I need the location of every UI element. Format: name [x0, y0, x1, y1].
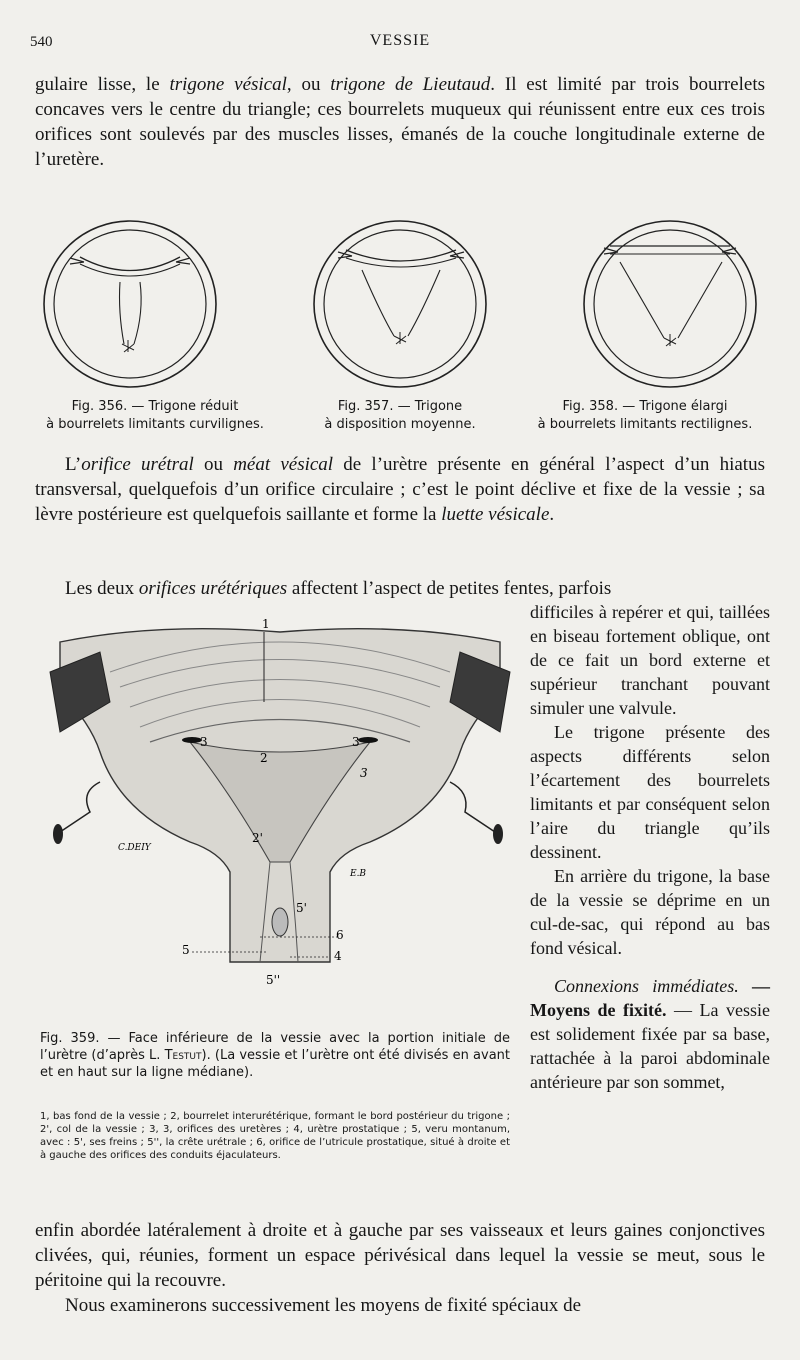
engraver-signature: E.B [350, 869, 367, 879]
figure-label: Fig. 356. [71, 399, 128, 414]
italic-term: trigone de Lieutaud [330, 74, 491, 95]
paragraph-text: enfin abordée latéralement à droite et à gauche par ses vaisseaux et leurs gaines conjonctives clivées, qui, réunies, forment un espace périvésical dans lequel la vessie se meut, sous le péritoine qui la recouvre. [35, 1220, 765, 1291]
paragraph-text [35, 72, 765, 172]
right-column-text [530, 600, 770, 1094]
italic-term: orifices urétériques [138, 578, 288, 599]
legend-fig-359: 1, bas fond de la vessie ; 2, bourrelet interurétérique, formant le bord postérieur du trigone ; 2', col de la vessie ; 3, 3, orifices des uretères ; 4, urètre prostatique ; 5, veru montanum, avec : 5', ses freins ; 5'', la crête urétrale ; 6, orifice de l’utricule prostatique, situé à droite et à gauche des orifices des conduits éjaculateurs. [40, 1111, 510, 1161]
text-run: ou [193, 454, 234, 475]
label-5: 5 [182, 943, 190, 957]
figure-label: Fig. 358. [562, 399, 619, 414]
italic-term: orifice urétral [81, 454, 194, 475]
caption-fig-356 [30, 398, 280, 434]
paragraph-connexions [35, 1218, 765, 1318]
label-6: 6 [336, 928, 344, 942]
paragraph-orifices-ureteriques [35, 576, 765, 601]
text-run: — La vessie est solidement fixée par sa base, rattachée à la paroi abdominale antérieure par son sommet, [530, 1000, 770, 1092]
text-run: Les deux [65, 578, 139, 599]
paragraph-text: Nous examinerons successivement les moyens de fixité spéciaux de [65, 1295, 582, 1316]
figure-title: — Trigone élargi [622, 399, 728, 414]
figure-label: Fig. 359. [40, 1031, 100, 1046]
text-run: , ou [286, 74, 331, 95]
italic-term: méat vésical [233, 454, 334, 475]
label-1: 1 [262, 617, 270, 631]
label-3-bottom: 3 [360, 766, 368, 780]
text-run: de l’urètre présente en général l’aspect d’un hiatus transversal, quelquefois d’un orifice circulaire ; c’est le point déclive et fixe de la vessie ; sa lèvre postérieure est quelquefois saillante et forme la [35, 454, 765, 525]
paragraph-text [35, 452, 765, 527]
figure-caption-line: à disposition moyenne. [324, 417, 476, 432]
paragraph-text [35, 576, 765, 601]
figure-title: — Trigone réduit [131, 399, 239, 414]
caption-text: — Face inférieure de la vessie avec la portion initiale de l’urètre (d’après L. [40, 1031, 510, 1063]
right-paragraph-3: En arrière du trigone, la base de la vessie se déprime en un cul-de-sac, qui répond au bas fond vésical. [530, 866, 770, 958]
section-heading-bold: — Moyens de fixité. [530, 976, 770, 1020]
text-run: . Il est limité par trois bourrelets concaves vers le centre du triangle; ces bourrelets muqueux qui réunissent entre eux ces trois orifices sont soulevés par des muscles lisses, émanés de la couche longitudinale externe de l’uretère. [35, 74, 765, 170]
text-run: . [549, 504, 555, 525]
trigone-captions [30, 398, 770, 438]
figure-358-diagram [580, 212, 760, 392]
caption-fig-357 [295, 398, 505, 434]
figure-359-illustration [40, 612, 520, 1012]
section-heading-italic: Connexions immédiates. [554, 976, 739, 996]
page-header [30, 30, 770, 56]
label-3-right: 3 [352, 735, 360, 749]
label-2: 2 [260, 751, 268, 765]
italic-term: luette vésicale [441, 504, 550, 525]
caption-fig-359 [40, 1030, 510, 1081]
page-number: 540 [30, 34, 53, 50]
right-paragraph-4 [530, 974, 770, 1094]
text-run: affectent l’aspect de petites fentes, parfois [287, 578, 612, 599]
text-run: gulaire lisse, le [35, 74, 170, 95]
figure-356-diagram [40, 212, 220, 392]
italic-term: trigone vésical [169, 74, 287, 95]
label-5-double-prime: 5'' [266, 973, 281, 987]
right-paragraph-2: Le trigone présente des aspects différents selon l’écartement des bourrelets limitants et par conséquent selon l’aire du triangle qu’ils dessinent. [530, 722, 770, 862]
figure-caption-line: à bourrelets limitants rectilignes. [537, 417, 753, 432]
figure-357-diagram [310, 212, 490, 392]
artist-signature: C.DEIY [118, 843, 151, 853]
paragraph-trigone [35, 72, 765, 172]
figure-caption-line: à bourrelets limitants curvilignes. [46, 417, 264, 432]
running-title: VESSIE [369, 32, 431, 49]
trigone-figures [40, 212, 760, 392]
figure-title: — Trigone [397, 399, 463, 414]
label-4: 4 [334, 949, 342, 963]
label-5-prime: 5' [296, 901, 307, 915]
caption-fig-358 [520, 398, 770, 434]
figure-label: Fig. 357. [337, 399, 394, 414]
caption-text: ). (La vessie et l’urètre ont été divisés en avant et en haut sur la ligne médiane). [40, 1048, 510, 1080]
paragraph-orifice-uretral [35, 452, 765, 527]
label-2-prime: 2' [252, 831, 263, 845]
right-paragraph-1: difficiles à repérer et qui, taillées en biseau fortement oblique, ont de ce fait un bord externe et supérieur tranchant pouvant simuler une valvule. [530, 602, 770, 718]
caption-author: Testut [164, 1048, 202, 1063]
text-run: L’ [65, 454, 82, 475]
label-3-left: 3 [200, 735, 208, 749]
